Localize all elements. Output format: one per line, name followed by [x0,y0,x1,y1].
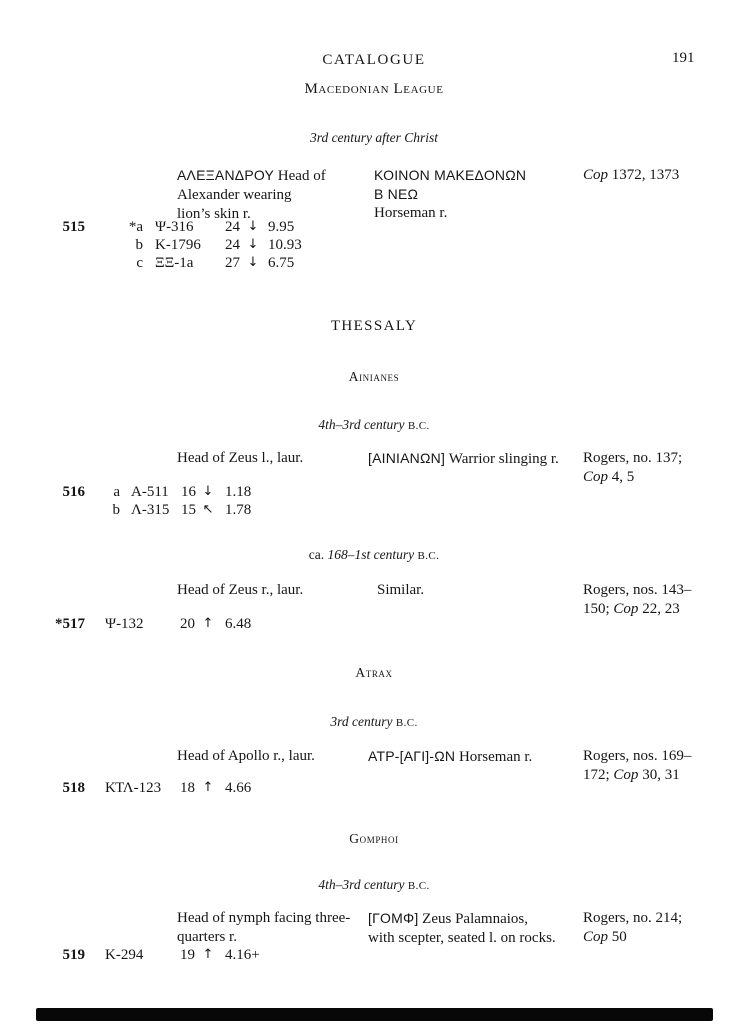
reference-line1: Rogers, no. 137; [583,450,683,466]
diameter: 27 [225,255,240,271]
reverse-text: Warrior slinging r. [448,451,559,467]
die-axis-arrow-icon: ↖ [202,502,214,517]
reverse-legend: ΑΤΡ-[ΑΓΙ]-ΩΝ [368,748,456,764]
diameter: 24 [225,237,240,253]
die-id: K-1796 [155,237,201,253]
entry-519-reverse [368,909,578,948]
obverse-text: Head of Zeus r., laur. [177,582,304,598]
die-id: ΞΞ-1a [155,255,194,271]
entry-517-reverse [377,581,424,600]
entry-number: 516 [62,484,85,500]
specimen-letter: b [135,237,143,253]
obverse-text-line2: Alexander wearing [177,187,292,203]
obverse-text: Head of [277,168,326,184]
reference-source: Cop [613,766,639,783]
diameter: 20 [180,616,195,632]
entry-517-reference [583,581,743,618]
section-heading-gomphoi: Gomphoi [349,831,399,846]
entry-519-obverse [177,909,367,947]
entry-515-obverse [177,166,367,224]
specimen-letter: a [113,484,120,500]
obverse-text: Head of Zeus l., laur. [177,450,304,466]
weight: 9.95 [268,219,295,235]
section-heading-ainianes: Ainianes [348,369,400,384]
reference-numbers: 50 [611,928,627,945]
die-axis-arrow-icon: ↓ [247,237,259,252]
period-atrax [0,714,748,730]
die-axis-arrow-icon: ↓ [247,219,259,234]
reference-numbers: 1372, 1373 [611,167,680,183]
specimen-row [0,255,748,273]
die-id: Λ-315 [131,502,170,518]
die-id: ΚΤΛ-123 [105,780,162,796]
weight: 4.16+ [225,947,260,963]
obverse-legend: ΑΛΕΞΑΝΔΡΟΥ [177,167,275,183]
specimen-letter: b [112,502,120,518]
specimen-letter: *a [128,219,143,235]
reference-line1: Rogers, no. 214; [583,910,683,926]
die-id: A-511 [131,484,169,500]
reference-source: Cop [583,468,609,485]
die-axis-arrow-icon: ↓ [202,484,214,499]
page-title: CATALOGUE [322,52,426,68]
reverse-text-line2: with scepter, seated l. on rocks. [368,930,556,946]
reference-numbers: 22, 23 [642,600,680,617]
scan-artifact-bar [36,1008,713,1021]
entry-516-obverse [177,449,367,468]
period-ainianes-2 [0,547,748,563]
reverse-text: Zeus Palamnaios, [422,911,528,927]
entry-number: 519 [62,947,85,963]
reference-source: Cop [583,928,609,945]
bc-label: B.C. [395,717,418,729]
bc-label: B.C. [417,550,440,562]
section-heading-thessaly: THESSALY [330,318,418,334]
diameter: 15 [181,502,196,518]
entry-519-reference [583,909,743,946]
period-ainianes-1 [0,417,748,433]
diameter: 16 [181,484,196,500]
period-text: 4th–3rd century [318,877,405,892]
reverse-legend-line1: ΚΟΙΝΟΝ ΜΑΚΕΔΟΝΩΝ [374,167,527,183]
specimen-letter: c [136,255,143,271]
specimen-row [0,502,748,520]
specimen-row [0,780,748,798]
obverse-text-line2: quarters r. [177,929,237,945]
entry-number: 518 [62,780,85,796]
entry-518-reference [583,747,743,784]
period-text: 4th–3rd century [318,417,405,432]
reference-continuation: 172; [583,766,610,783]
entry-518-reverse [368,747,578,767]
reverse-text: Horseman r. [374,205,448,221]
page-number: 191 [672,50,695,66]
die-axis-arrow-icon: ↓ [247,255,259,270]
diameter: 18 [180,780,195,796]
section-heading-macedonian-league: Macedonian League [304,81,444,97]
weight: 6.48 [225,616,252,632]
die-id: Ψ-316 [155,219,194,235]
entry-515-reverse [374,166,584,223]
entry-number: 515 [62,219,85,235]
reference-line1: Rogers, nos. 143– [583,582,692,598]
entry-518-obverse [177,747,367,766]
entry-516-reference [583,449,743,486]
specimen-row [0,616,748,634]
obverse-text-line1: Head of nymph facing three- [177,910,351,926]
period-gomphoi [0,877,748,893]
die-id: Ψ-132 [105,616,144,632]
specimen-row [0,219,748,237]
weight: 1.18 [225,484,252,500]
weight: 4.66 [225,780,252,796]
specimen-row [0,484,748,502]
die-axis-arrow-icon: ↑ [202,947,214,962]
diameter: 24 [225,219,240,235]
entry-515-reference [583,166,743,185]
reference-line1: Rogers, nos. 169– [583,748,692,764]
period-prefix: ca. [308,547,325,562]
diameter: 19 [180,947,195,963]
entry-number: *517 [55,616,85,632]
period-text: 3rd century [330,714,393,729]
section-heading-atrax: Atrax [355,665,393,680]
die-axis-arrow-icon: ↑ [202,616,214,631]
entry-516-reverse [368,449,578,469]
reference-numbers: 4, 5 [611,468,635,485]
reference-source: Cop [613,600,639,617]
die-id: K-294 [105,947,144,963]
reverse-text: Similar. [377,582,425,598]
reverse-legend: [ΑΙΝΙΑΝΩΝ] [368,450,446,466]
specimen-row [0,947,748,965]
obverse-text: Head of Apollo r., laur. [177,748,315,764]
reverse-text: Horseman r. [458,749,533,765]
period-text: 168–1st century [327,547,415,562]
obverse-text-line3: lion’s skin r. [177,206,251,222]
reference-continuation: 150; [583,600,610,617]
specimen-row [0,237,748,255]
bc-label: B.C. [407,880,430,892]
reference-numbers: 30, 31 [642,766,680,783]
weight: 6.75 [268,255,295,271]
weight: 10.93 [268,237,302,253]
reference-source: Cop [583,167,609,183]
die-axis-arrow-icon: ↑ [202,780,214,795]
reverse-legend-line2: Β ΝΕΩ [374,186,419,202]
weight: 1.78 [225,502,252,518]
entry-517-obverse [177,581,367,600]
reverse-legend: [ΓΟΜΦ] [368,910,419,926]
bc-label: B.C. [407,420,430,432]
period-league: 3rd century after Christ [309,130,439,145]
